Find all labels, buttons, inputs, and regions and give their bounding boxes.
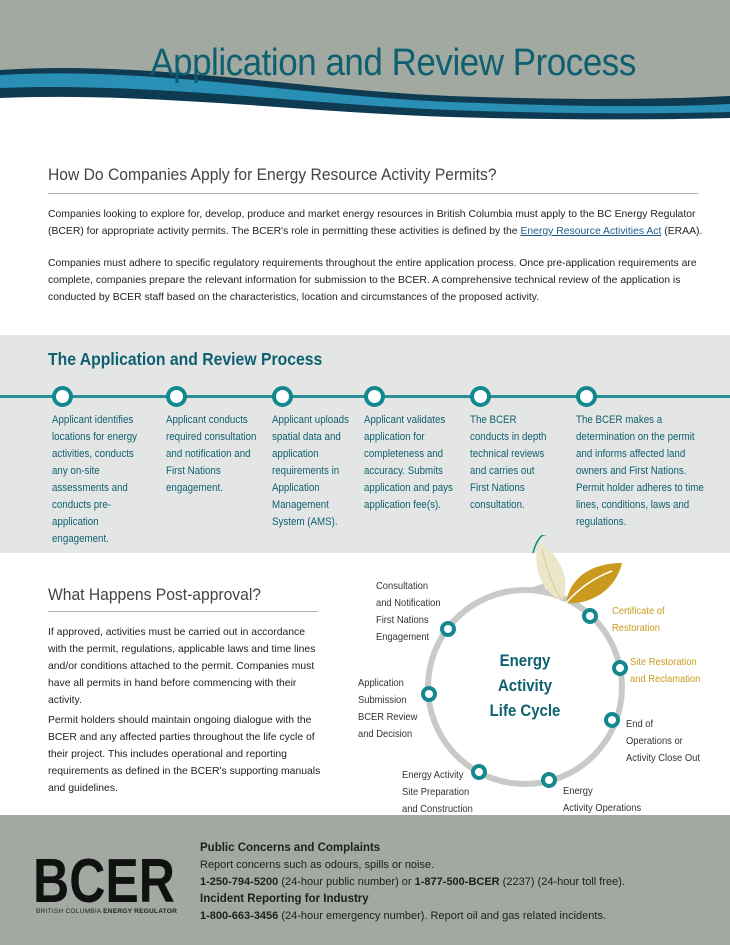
industry-heading: Incident Reporting for Industry bbox=[200, 893, 369, 905]
concerns-phones: 1-250-794-5200 (24-hour public number) or 1-877-500-BCER (2237) (24-hour toll free). bbox=[200, 876, 625, 888]
intro-heading: How Do Companies Apply for Energy Resource Activity Permits? bbox=[48, 165, 497, 184]
process-step-2: Applicant conducts required consultation and notification and First Nations engagement. bbox=[166, 414, 257, 494]
logo-wordmark: BCER bbox=[33, 848, 175, 908]
process-step-4: Applicant validates application for completeness and accuracy. Submits application and pays application fee(s). bbox=[364, 414, 453, 511]
timeline-dot bbox=[364, 386, 385, 407]
stage-application-submission: Application Submission BCER Review and Decision bbox=[358, 678, 418, 740]
post-approval-heading: What Happens Post-approval? bbox=[48, 585, 262, 604]
process-step-6: The BCER makes a determination on the permit and informs affected land owners and First Nations. Permit holder adheres to time lines, conditions, laws and regulations. bbox=[576, 414, 704, 528]
cycle-dot bbox=[606, 714, 618, 726]
divider bbox=[48, 193, 698, 194]
logo-subtitle: BRITISH COLUMBIA ENERGY REGULATOR bbox=[36, 908, 178, 915]
cycle-dot bbox=[473, 766, 485, 778]
stage-close-out: End of Operations or Activity Close Out bbox=[626, 719, 700, 764]
timeline-dot bbox=[272, 386, 293, 407]
divider bbox=[48, 611, 318, 612]
life-cycle-title: Energy Activity Life Cycle bbox=[489, 651, 561, 720]
timeline-dot bbox=[52, 386, 73, 407]
industry-phone: 1-800-663-3456 (24-hour emergency number). Report oil and gas related incidents. bbox=[200, 910, 607, 922]
process-step-1: Applicant identifies locations for energy activities, conducts any on-site assessments and conducts pre-application engagement. bbox=[52, 414, 138, 545]
timeline-dot bbox=[470, 386, 491, 407]
process-step-3: Applicant uploads spatial data and application requirements in Application Management System (AMS). bbox=[272, 414, 349, 528]
timeline-dot bbox=[576, 386, 597, 407]
cycle-dot bbox=[423, 688, 435, 700]
stage-operations: Energy Activity Operations bbox=[563, 786, 642, 814]
bcer-logo bbox=[33, 848, 183, 908]
post-approval-paragraph-2: Permit holders should maintain ongoing dialogue with the BCER and any affected parties throughout the life cycle of their project. This includes operational and reporting requirements as defined in the BCER's supporting manuals and guidelines. bbox=[48, 715, 321, 794]
stage-consultation: Consultation and Notification First Nations Engagement bbox=[376, 581, 441, 643]
cycle-dot bbox=[442, 623, 454, 635]
cycle-dot bbox=[584, 610, 596, 622]
stage-site-restoration: Site Restoration and Reclamation bbox=[630, 657, 701, 685]
concerns-text: Report concerns such as odours, spills or noise. bbox=[200, 859, 435, 871]
post-approval-paragraph-1: If approved, activities must be carried out in accordance with the permit, regulations, applicable laws and time lines and/or conditions attached to the permit. Companies must have all permits in hand before commencing with their activity. bbox=[48, 627, 316, 706]
stage-certificate: Certificate of Restoration bbox=[612, 606, 665, 634]
header-banner bbox=[0, 0, 730, 125]
erraa-link[interactable]: Energy Resource Activities Act bbox=[520, 226, 662, 237]
concerns-heading: Public Concerns and Complaints bbox=[200, 842, 381, 854]
cycle-dot bbox=[614, 662, 626, 674]
cycle-dot bbox=[543, 774, 555, 786]
process-step-5: The BCER conducts in depth technical reviews and carries out First Nations consultation. bbox=[470, 414, 547, 511]
stage-site-preparation: Energy Activity Site Preparation and Construction bbox=[402, 770, 473, 815]
process-heading: The Application and Review Process bbox=[48, 349, 323, 369]
timeline-dot bbox=[166, 386, 187, 407]
intro-paragraph-1: Companies looking to explore for, develop, produce and market energy resources in British Columbia must apply to the BC Energy Regulator (BCER) for appropriate activity permits. The BCER's role in permitting these activities is defined by the Energy Resource Activities Act (ERAA). bbox=[48, 209, 703, 237]
intro-paragraph-2: Companies must adhere to specific regulatory requirements throughout the entire application process. Once pre-application requirements are complete, companies prepare the relevant information for submission to the BCER. A comprehensive technical review of the application is conducted by BCER staff based on the characteristics, location and circumstances of the proposed activity. bbox=[48, 258, 697, 303]
page-title: Application and Review Process bbox=[150, 42, 636, 84]
